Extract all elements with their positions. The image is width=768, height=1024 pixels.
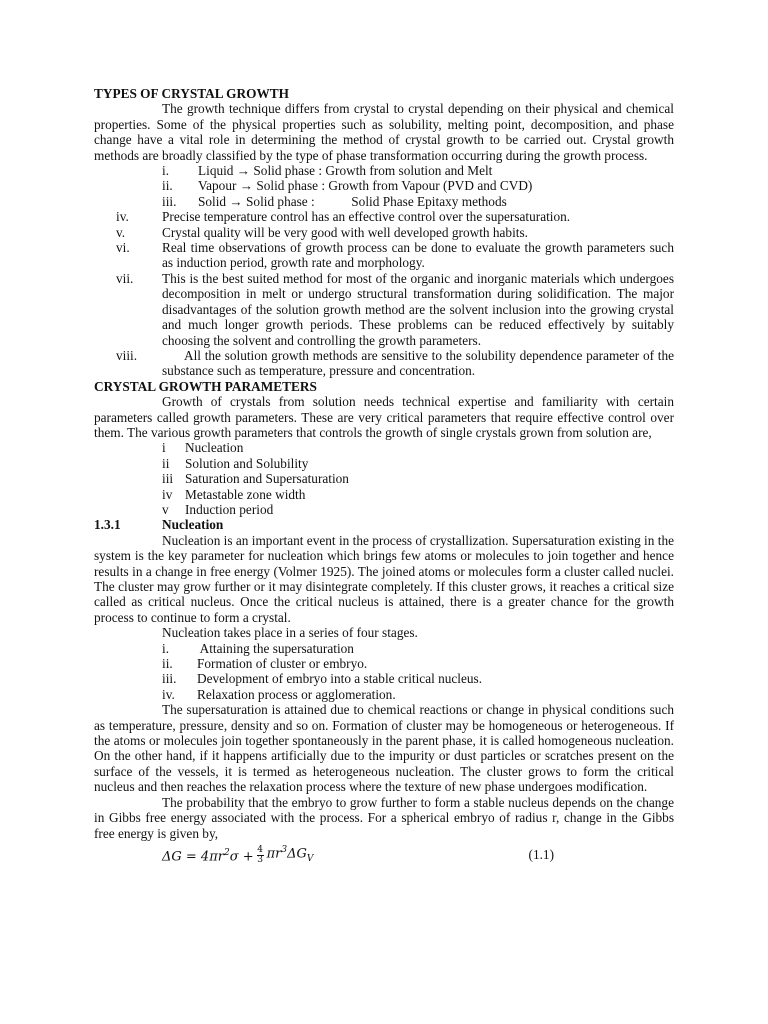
list-text: All the solution growth methods are sensitive to the solubility dependence parameter of the substance such as temperature, pressure and concentration. [162,347,674,379]
advantages-list [94,209,674,378]
list-item [94,271,674,348]
probability-paragraph: The probability that the embryo to grow further to form a stable nucleus depends on the change in Gibbs free energy associated with the process. For a spherical embryo of radius r, change in the Gibbs free energy is given by, [94,794,674,841]
list-item [94,687,674,702]
equation-number: (1.1) [528,847,554,863]
params-paragraph: Growth of crystals from solution needs technical expertise and familiarity with certain parameters called growth parameters. These are very critical parameters that require effective control over them. The various growth parameters that controls the growth of single crystals grown from solution are, [94,394,674,440]
list-item [94,163,674,178]
list-item [94,471,674,486]
list-text: Metastable zone width [185,486,306,502]
list-number: i. [162,640,170,656]
list-text: Crystal quality will be very good with well developed growth habits. [162,224,528,240]
list-number: iv. [162,686,175,702]
params-list [94,440,674,517]
section-title: Nucleation [162,517,224,533]
supersaturation-paragraph: The supersaturation is attained due to chemical reactions or change in physical conditions such as temperature, pressure, density and so on. Formation of cluster may be homogeneous or heterogeneous. If the atoms or molecules join together spontaneously in the parent phase, it is called homogeneous nucleation. On the other hand, if it happens artificially due to the impurity or dust particles or scratches present on the surface of the vessels, it is termed as heterogeneous nucleation. The cluster grows to form the critical nucleus and then reaches the relaxation process where the texture of new phase undergoes modification. [94,702,674,795]
list-item [94,240,674,271]
list-text: Induction period [185,501,274,517]
list-item [94,194,674,209]
list-number: ii. [162,178,173,194]
list-item [94,209,674,224]
equation-row [94,843,674,867]
types-heading: TYPES OF CRYSTAL GROWTH [94,86,289,101]
list-number: ii [162,455,170,471]
list-item [94,225,674,240]
list-item [94,487,674,502]
list-text: Liquid → Solid phase : Growth from solution and Melt [198,163,493,179]
list-number: v. [116,224,126,240]
list-number: iv. [116,209,129,225]
section-number: 1.3.1 [94,517,121,533]
list-item [94,656,674,671]
list-number: iii. [162,193,177,209]
list-number: iii [162,471,174,487]
section-heading [94,517,674,532]
list-text: Nucleation [185,440,244,456]
list-item [94,456,674,471]
list-text: Solid → Solid phase : Solid Phase Epitaxy methods [198,193,507,209]
list-text: Development of embryo into a stable critical nucleus. [197,671,483,687]
list-item [94,641,674,656]
types-paragraph: The growth technique differs from crystal to crystal depending on their physical and chemical properties. Some of the physical properties such as solubility, melting point, decomposition, and phase change have a vital role in determining the method of crystal growth to be carried out. Crystal growth methods are broadly classified by the type of phase transformation occurring during the growth process. [94,101,674,163]
list-number: i [162,440,166,456]
list-number: vii. [116,270,134,286]
list-number: iv [162,486,173,502]
fraction: $\frac{4}{3}$ [257,844,263,865]
list-number: iii. [162,671,177,687]
list-text: Vapour → Solid phase : Growth from Vapour (PVD and CVD) [198,178,533,194]
list-text: Saturation and Supersaturation [185,471,349,487]
list-number: i. [162,163,170,179]
phase-list [94,163,674,209]
stages-intro: Nucleation takes place in a series of four stages. [162,625,418,641]
list-text: This is the best suited method for most of the organic and inorganic materials which undergoes decomposition in melt or undergo structural transformation during solidification. The major disadvantages of the solution growth method are the solvent inclusion into the growing crystal and much longer growth periods. These problems can be reduced effectively by suitably choosing the solvent and controlling the growth parameters. [162,270,674,348]
gibbs-equation: $\Delta G = 4\pi r^2\sigma$ + $\frac{4}{3}$ $\pi r^3\Delta G_V$ [162,844,314,865]
list-item [94,440,674,455]
list-text: Real time observations of growth process can be done to evaluate the growth parameters such as induction period, growth rate and morphology. [162,240,674,271]
list-number: vi. [116,240,130,256]
params-heading: CRYSTAL GROWTH PARAMETERS [94,378,317,394]
list-item [94,348,674,379]
nucleation-paragraph: Nucleation is an important event in the process of crystallization. Supersaturation existing in the system is the key parameter for nucleation which brings few atoms or molecules to join together and hence results in a change in free energy (Volmer 1925). The joined atoms or molecules form a cluster called nuclei. The cluster may grow further or it may disintegrate completely. If this cluster grows, it reaches a critical size called as critical nucleus. Once the critical nucleus is attained, there is a greater chance for the growth process to continue to form a crystal. [94,532,674,625]
list-text: Solution and Solubility [185,455,309,471]
stages-list [94,641,674,703]
list-text: Formation of cluster or embryo. [197,656,368,672]
list-number: v [162,501,169,517]
list-text: Precise temperature control has an effective control over the supersaturation. [162,209,571,225]
list-item [94,178,674,193]
list-item [94,671,674,686]
list-item [94,502,674,517]
list-number: ii. [162,656,173,672]
list-text: Attaining the supersaturation [197,640,354,656]
list-number: viii. [116,347,138,363]
list-text: Relaxation process or agglomeration. [197,686,396,702]
